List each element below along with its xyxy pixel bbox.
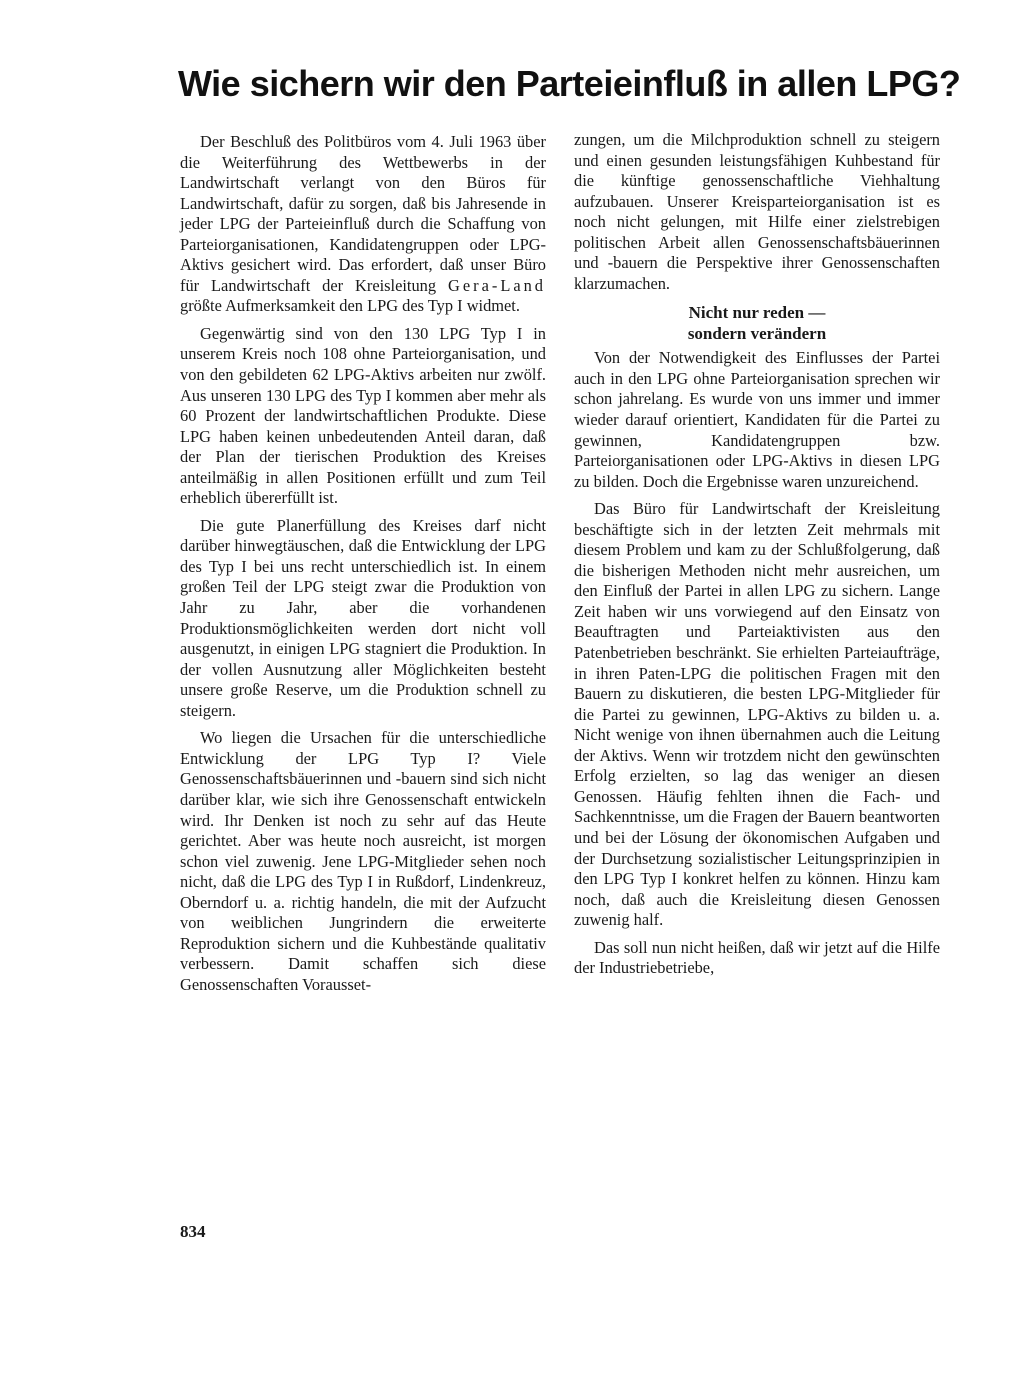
paragraph-text: Der Beschluß des Politbüros vom 4. Juli 1963 über die Weiterführung des Wettbewerbs in der Landwirtschaft verlangt von den Büros für Landwirtschaft, dafür zu sorgen, daß bis Jahresende in jeder LPG der Parteieinfluß durch die Schaffung von Parteiorganisationen, Kandidatengruppen oder LPG-Aktivs gesichert wird. Das erfordert, daß unser Büro für Landwirtschaft der Kreisleitung — [180, 132, 546, 295]
emphasized-place-name: Gera-Land — [448, 275, 546, 295]
section-subheading — [574, 302, 940, 344]
subheading-line: Nicht nur reden — — [688, 303, 826, 323]
paragraph: Wo liegen die Ursachen für die unterschiedliche Entwicklung der LPG Typ I? Viele Genossenschaftsbäuerinnen und -bauern sind sich nicht darüber klar, wie sich ihre Genossenschaft entwickeln wird. Ihr Denken ist noch zu sehr auf das Heute gerichtet. Aber was heute noch ausreicht, ist morgen schon viel zuwenig. Jene LPG-Mitglieder sehen noch nicht, daß die LPG des Typ I in Rußdorf, Lindenkreuz, Oberndorf u. a. richtig handeln, die mit der Aufzucht von weiblichen Jungrindern die erweiterte Reproduktion sichern und die Kuhbestände qualitativ verbessern. Damit schaffen sich diese Genossenschaften Vorausset- — [180, 728, 546, 994]
paragraph: Von der Notwendigkeit des Einflusses der Partei auch in den LPG ohne Parteiorganisation sprechen wir schon jahrelang. Es wurde von uns immer und immer wieder darauf orientiert, Kandidaten für die Partei zu gewinnen, Kandidatengruppen bzw. Parteiorganisationen oder LPG-Aktivs in diesen LPG zu bilden. Doch die Ergebnisse waren unzureichend. — [574, 348, 940, 491]
left-text-column — [180, 132, 546, 1002]
right-text-column — [574, 130, 940, 986]
paragraph-continued: zungen, um die Milchproduktion schnell zu steigern und einen gesunden leistungsfähigen Kuhbestand für die künftige genossenschaftliche Viehhaltung aufzubauen. Unserer Kreisparteiorganisation ist es noch nicht gelungen, mit Hilfe einer zielstrebigen politischen Arbeit allen Genossenschaftsbäuerinnen und -bauern die Perspektive ihrer Genossenschaften klarzumachen. — [574, 130, 940, 293]
subheading-line: sondern verändern — [687, 324, 827, 344]
page-number: 834 — [180, 1222, 206, 1241]
article-title: Wie sichern wir den Parteieinfluß in allen LPG? — [178, 63, 961, 104]
paragraph: Die gute Planerfüllung des Kreises darf nicht darüber hinwegtäuschen, daß die Entwicklung der LPG des Typ I bei uns recht unterschiedlich ist. In einem großen Teil der LPG steigt zwar die Produktion von Jahr zu Jahr, aber die vorhandenen Produktionsmöglichkeiten werden dort nicht voll ausgenutzt, in einigen LPG stagniert die Produktion. In der vollen Ausnutzung aller Möglichkeiten besteht unsere große Reserve, um die Produktion schnell zu steigern. — [180, 515, 546, 720]
paragraph: Gegenwärtig sind von den 130 LPG Typ I in unserem Kreis noch 108 ohne Parteiorganisation, und von den gebildeten 62 LPG-Aktivs arbeiten nur zwölf. Aus unseren 130 LPG des Typ I kommen aber mehr als 60 Prozent der landwirtschaftlichen Produkte. Diese LPG haben keinen unbedeutenden Anteil daran, daß der Plan der tierischen Produktion des Kreises anteilmäßig in allen Positionen erfüllt und zum Teil erheblich übererfüllt ist. — [180, 323, 546, 508]
paragraph: Das soll nun nicht heißen, daß wir jetzt auf die Hilfe der Industriebetriebe, — [574, 937, 940, 978]
paragraph — [180, 132, 546, 317]
paragraph: Das Büro für Landwirtschaft der Kreisleitung beschäftigte sich in der letzten Zeit mehrmals mit diesem Problem und kam zu der Schlußfolgerung, daß die bisherigen Methoden nicht mehr ausreichen, um den Einfluß der Partei in allen LPG zu sichern. Lange Zeit haben wir uns vorwiegend auf den Einsatz von Beauftragten und Parteiaktivisten aus den Patenbetrieben beschränkt. Sie erhielten Parteiaufträge, in ihren Paten-LPG die politischen Fragen mit den Bauern zu diskutieren, die besten LPG-Mitglieder für die Partei zu gewinnen, LPG-Aktivs zu bilden u. a. Nicht wenige von ihnen übernahmen auch die Leitung der Aktivs. Wenn wir trotzdem nicht den gewünschten Erfolg erzielten, so lag das weniger an diesen Genossen. Häufig fehlten ihnen die Fach- und Sachkenntnisse, um die Fragen der Bauern beantworten und bei der Lösung der ökonomischen Aufgaben und der Durchsetzung sozialistischer Leitungsprinzipien in den LPG Typ I konkret helfen zu können. Hinzu kam noch, daß auch die Kreisleitung diesen Genossen zuwenig half. — [574, 499, 940, 930]
paragraph-text: größte Aufmerksamkeit den LPG des Typ I widmet. — [180, 296, 520, 316]
